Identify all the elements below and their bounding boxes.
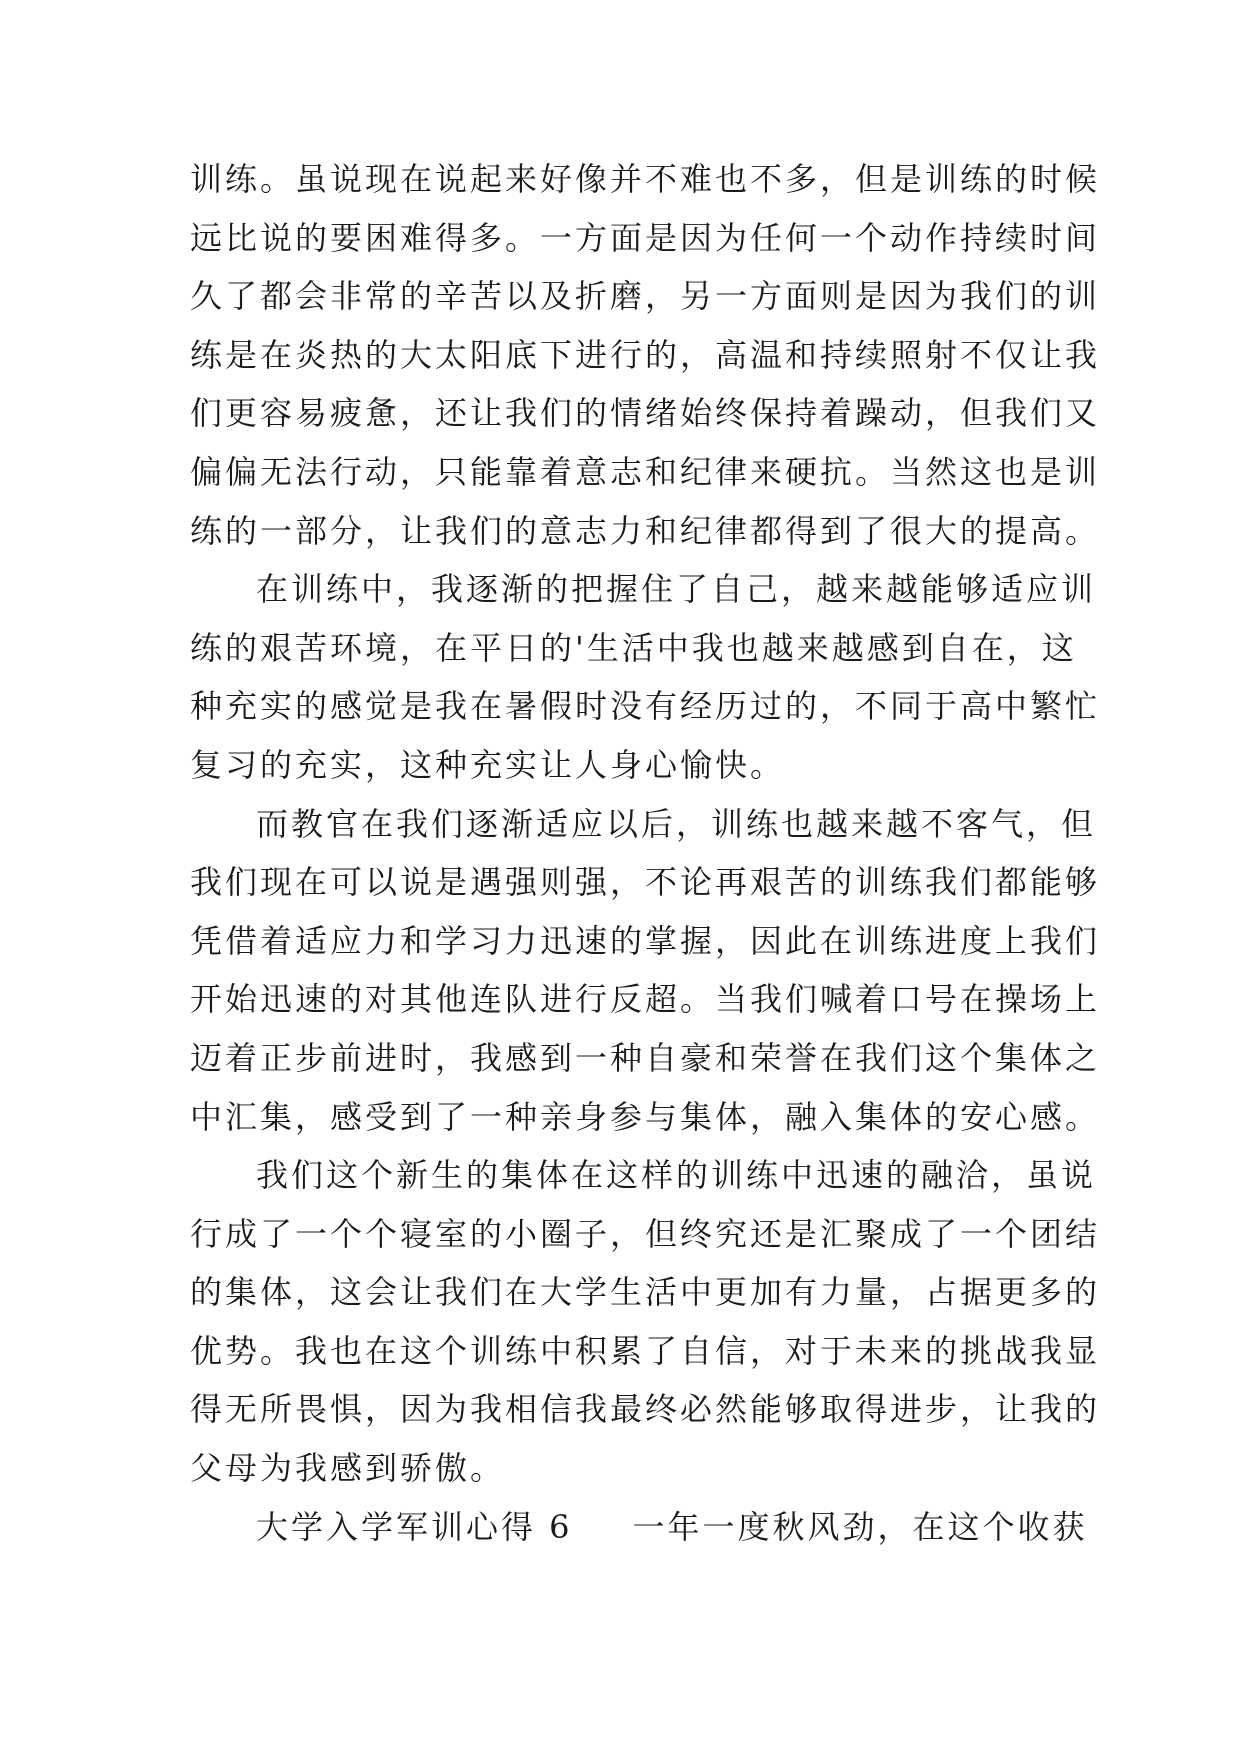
text-line: 种充实的感觉是我在暑假时没有经历过的，不同于高中繁忙 (190, 687, 1101, 726)
text-line: 练的艰苦环境，在平日的'生活中我也越来越感到自在，这 (190, 628, 1077, 667)
text-line: 优势。我也在这个训练中积累了自信，对于未来的挑战我显 (190, 1331, 1101, 1370)
text-line: 中汇集，感受到了一种亲身参与集体，融入集体的安心感。 (190, 1097, 1101, 1136)
paragraph-start-line: 我们这个新生的集体在这样的训练中迅速的融洽，虽说 (256, 1156, 1097, 1195)
text-line: 练的一部分，让我们的意志力和纪律都得到了很大的提高。 (190, 511, 1101, 550)
text-line: 的集体，这会让我们在大学生活中更加有力量，占据更多的 (190, 1273, 1101, 1312)
text-line: 复习的充实，这种充实让人身心愉快。 (190, 745, 786, 784)
text-line: 迈着正步前进时，我感到一种自豪和荣誉在我们这个集体之 (190, 1038, 1101, 1077)
paragraph-start-line: 在训练中，我逐渐的把握住了自己，越来越能够适应训 (256, 570, 1097, 609)
text-line: 训练。虽说现在说起来好像并不难也不多，但是训练的时候 (190, 160, 1101, 198)
text-line: 开始迅速的对其他连队进行反超。当我们喊着口号在操场上 (190, 980, 1101, 1019)
document-body (190, 150, 1101, 1556)
text-line: 远比说的要困难得多。一方面是因为任何一个动作持续时间 (190, 218, 1101, 257)
text-line: 行成了一个个寝室的小圈子，但终究还是汇聚成了一个团结 (190, 1214, 1101, 1253)
text-line: 凭借着适应力和学习力迅速的掌握，因此在训练进度上我们 (190, 921, 1101, 960)
text-line: 练是在炎热的大太阳底下进行的，高温和持续照射不仅让我 (190, 335, 1101, 374)
text-line: 父母为我感到骄傲。 (190, 1449, 506, 1488)
text-line: 们更容易疲惫，还让我们的情绪始终保持着躁动，但我们又 (190, 394, 1101, 433)
text-line: 久了都会非常的辛苦以及折磨，另一方面则是因为我们的训 (190, 277, 1101, 316)
section-title: 大学入学军训心得 6 (256, 1507, 573, 1546)
text-line: 得无所畏惧，因为我相信我最终必然能够取得进步，让我的 (190, 1390, 1101, 1429)
paragraph-start-line: 而教官在我们逐渐适应以后，训练也越来越不客气，但 (256, 804, 1097, 843)
section-first-text: 一年一度秋风劲，在这个收获 (632, 1507, 1088, 1546)
text-line: 偏偏无法行动，只能靠着意志和纪律来硬抗。当然这也是训 (190, 452, 1101, 491)
text-line: 我们现在可以说是遇强则强，不论再艰苦的训练我们都能够 (190, 863, 1101, 902)
section-heading-line (190, 1498, 1088, 1557)
